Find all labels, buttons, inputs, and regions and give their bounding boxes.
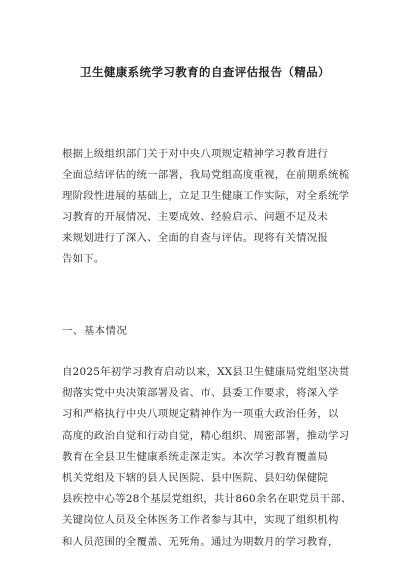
paragraph-line: 理阶段性进展的基础上，立足卫生健康工作实际，对全系统学: [62, 190, 350, 202]
paragraph-line: 高度的政治自觉和行动自觉，精心组织、周密部署，推动学习: [62, 429, 350, 442]
paragraph-line: 根据上级组织部门关于对中央八项规定精神学习教育进行: [62, 148, 329, 160]
paragraph-line: 机关党组及下辖的县人民医院、县中医院、县妇幼保健院: [62, 472, 329, 485]
paragraph-line: 自2025年初学习教育启动以来，XX县卫生健康局党组坚决贯: [62, 366, 350, 378]
paragraph-line: 教育在全县卫生健康系统走深走实。本次学习教育覆盖局: [62, 450, 329, 463]
paragraph-line: 彻落实党中央决策部署及省、市、县委工作要求，将深入学: [62, 387, 339, 400]
intro-paragraph: [62, 144, 362, 270]
paragraph-line: 和人员范围的全覆盖、无死角。通过为期数月的学习教育，: [62, 535, 339, 548]
basic-situation-paragraph: [62, 362, 362, 553]
paragraph-line: 来规划进行了深入、全面的自查与评估。现将有关情况报: [62, 232, 329, 244]
section-heading: 一、基本情况: [62, 325, 128, 337]
document-title: 卫生健康系统学习教育的自查评估报告（精品）: [80, 65, 330, 79]
paragraph-line: 全面总结评估的统一部署，我局党组高度重视，在前期系统梳: [62, 169, 350, 181]
paragraph-line: 习和严格执行中央八项规定精神作为一项重大政治任务，以: [62, 408, 339, 421]
paragraph-line: 县疾控中心等28个基层党组织，共计860余名在职党员干部、: [62, 493, 352, 506]
paragraph-line: 告如下。: [62, 253, 105, 265]
paragraph-line: 关键岗位人员及全体医务工作者参与其中，实现了组织机构: [62, 514, 339, 527]
paragraph-line: 习教育的开展情况、主要成效、经验启示、问题不足及未: [62, 211, 329, 223]
